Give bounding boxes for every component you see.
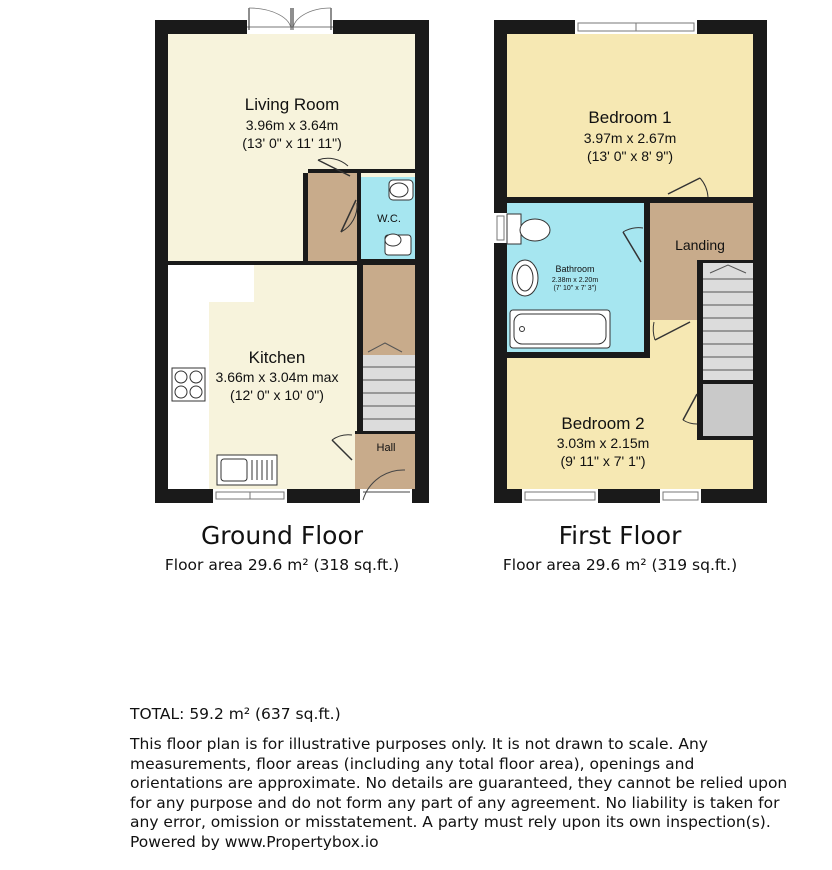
bedroom2-label: Bedroom 2 — [561, 414, 645, 433]
kitchen-dims-ft: (12' 0" x 10' 0") — [230, 387, 324, 403]
landing-label: Landing — [675, 237, 725, 253]
bedroom2-dims-m: 3.03m x 2.15m — [556, 435, 650, 451]
bedroom1-dims-ft: (13' 0" x 8' 9") — [586, 148, 674, 164]
lobby-area — [308, 173, 357, 261]
first-floor-title: First Floor — [558, 521, 682, 550]
ground-floor-title: Ground Floor — [200, 521, 364, 550]
ground-floor-area: Floor area 29.6 m² (318 sq.ft.) — [164, 556, 400, 574]
airing-cupboard — [700, 384, 753, 436]
first-stairs — [703, 263, 753, 380]
wc-label: W.C. — [377, 213, 401, 225]
living-room-dims-ft: (13' 0" x 11' 11") — [242, 135, 342, 151]
disclaimer-text: This floor plan is for illustrative purposes only. It is not drawn to scale. Any measurements, floor areas (including any total floor area), openings and orientations are approximate. No details are guaranteed, they cannot be relied upon for any purpose and do not form any part of any agreement. No liability is taken for any error, omission or misstatement. A party must rely upon its own inspection(s). Powered by www.Propertybox.io — [130, 735, 788, 851]
kitchen-dims-m: 3.66m x 3.04m max — [215, 369, 339, 385]
kitchen-label: Kitchen — [248, 348, 306, 367]
ground-floor-plan — [155, 8, 429, 503]
ground-stairs-cupboard — [363, 265, 415, 355]
total-area: TOTAL: 59.2 m² (637 sq.ft.) — [130, 705, 341, 723]
bathroom-label: Bathroom — [555, 264, 595, 274]
bedroom2-dims-ft: (9' 11" x 7' 1") — [560, 453, 646, 469]
hall-label: Hall — [376, 442, 396, 454]
bathroom-dims-m: 2.38m x 2.20m — [551, 277, 599, 284]
living-room-label: Living Room — [244, 95, 340, 114]
bedroom1-label: Bedroom 1 — [588, 108, 672, 127]
bedroom1-dims-m: 3.97m x 2.67m — [583, 130, 677, 146]
first-floor-area: Floor area 29.6 m² (319 sq.ft.) — [502, 556, 738, 574]
kitchen-sink — [217, 455, 277, 485]
first-floor-plan — [494, 20, 767, 503]
kitchen-hob — [172, 368, 205, 401]
bathroom-dims-ft: (7' 10" x 7' 3") — [553, 285, 597, 292]
living-room-dims-m: 3.96m x 3.64m — [245, 117, 339, 133]
